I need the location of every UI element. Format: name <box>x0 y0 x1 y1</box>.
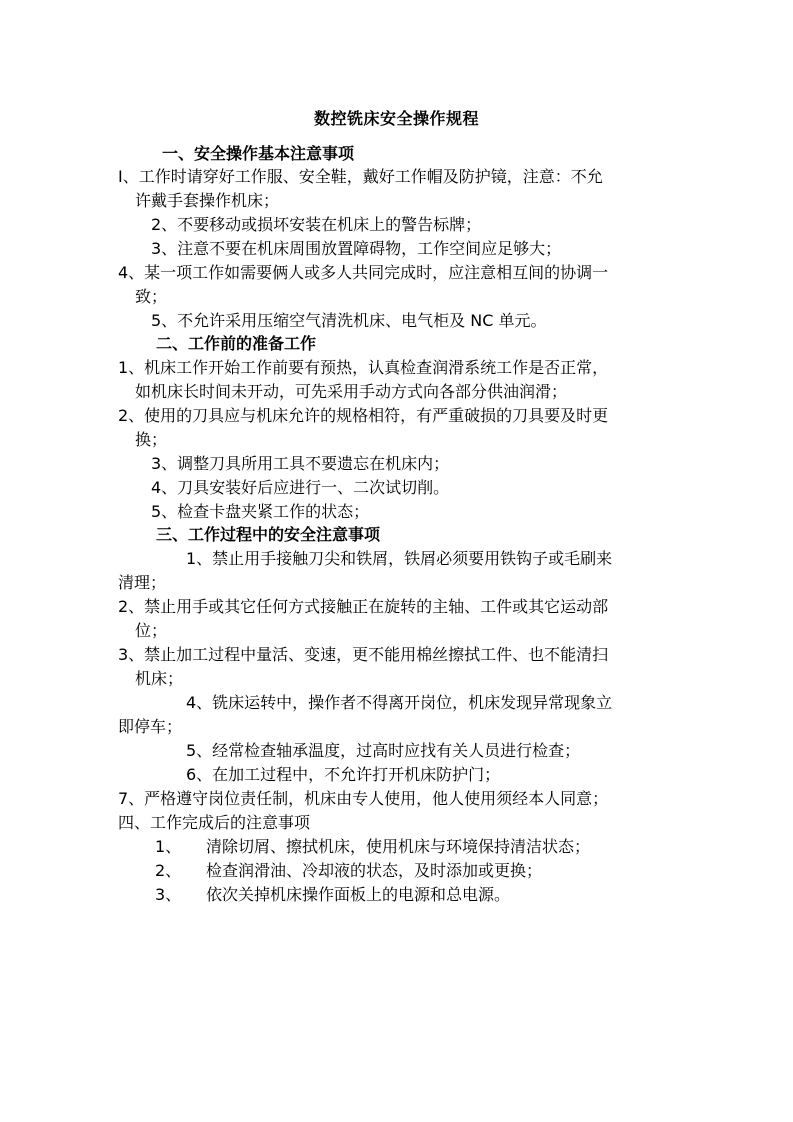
section-3-item-2-cont: 位； <box>135 621 168 640</box>
section-1-item-5: 5、不允许采用压缩空气清洗机床、电气柜及 NC 单元。 <box>151 311 547 330</box>
section-2-item-5: 5、检查卡盘夹紧工作的状态； <box>151 502 370 521</box>
section-1-item-1: I、工作时请穿好工作服、安全鞋，戴好工作帽及防护镜，注意：不允 <box>118 167 603 186</box>
section-4-item-2: 检查润滑油、冷却液的状态，及时添加或更换； <box>206 861 543 880</box>
section-4-item-3-number: 3、 <box>155 885 182 904</box>
section-3-item-4-cont: 即停车； <box>118 717 183 736</box>
section-3-item-3: 3、禁止加工过程中量活、变速，更不能用棉丝擦拭工件、也不能清扫 <box>118 645 609 664</box>
section-heading-1: 一、安全操作基本注意事项 <box>162 144 355 163</box>
section-1-item-4: 4、某一项工作如需要俩人或多人共同完成时，应注意相互间的协调一 <box>118 263 609 282</box>
section-3-item-5: 5、经常检查轴承温度，过高时应找有关人员进行检查； <box>186 741 581 760</box>
section-1-item-3: 3、注意不要在机床周围放置障碍物，工作空间应足够大； <box>151 239 562 258</box>
document-title: 数控铣床安全操作规程 <box>313 109 479 128</box>
section-3-item-1-cont: 清理； <box>118 573 167 592</box>
section-4-item-3: 依次关掉机床操作面板上的电源和总电源。 <box>206 885 511 904</box>
section-1-item-1-cont: 许戴手套操作机床； <box>135 191 280 210</box>
section-3-item-4: 4、铣床运转中，操作者不得离开岗位，机床发现异常现象立 <box>186 693 613 712</box>
section-3-item-3-cont: 机床； <box>135 669 184 688</box>
section-3-item-1: 1、禁止用手接触刀尖和铁屑，铁屑必须要用铁钩子或毛刷来 <box>186 549 613 568</box>
section-4-item-2-number: 2、 <box>155 861 182 880</box>
section-1-item-4-cont: 致； <box>135 287 168 306</box>
section-3-item-7: 7、严格遵守岗位责任制，机床由专人使用，他人使用须经本人同意； <box>118 789 609 808</box>
section-4-item-1: 清除切屑、擦拭机床，使用机床与环境保持清洁状态； <box>206 837 591 856</box>
section-4-item-1-number: 1、 <box>155 837 182 856</box>
section-2-item-1-cont: 如机床长时间未开动，可先采用手动方式向各部分供油润滑； <box>135 382 568 401</box>
section-3-item-2: 2、禁止用手或其它任何方式接触正在旋转的主轴、工件或其它运动部 <box>118 597 609 616</box>
section-2-item-3: 3、调整刀具所用工具不要遗忘在机床内； <box>151 454 450 473</box>
section-2-item-1: 1、机床工作开始工作前要有预热，认真检查润滑系统工作是否正常， <box>118 358 609 377</box>
section-heading-3: 三、工作过程中的安全注意事项 <box>156 525 381 544</box>
section-2-item-4: 4、刀具安装好后应进行一、二次试切削。 <box>151 478 450 497</box>
section-2-item-2-cont: 换； <box>135 430 168 449</box>
section-heading-4: 四、工作完成后的注意事项 <box>118 813 311 832</box>
section-heading-2: 二、工作前的准备工作 <box>156 334 317 353</box>
section-2-item-2: 2、使用的刀具应与机床允许的规格相符，有严重破损的刀具要及时更 <box>118 406 609 425</box>
section-1-item-2: 2、不要移动或损坏安装在机床上的警告标牌； <box>151 215 482 234</box>
section-3-item-6: 6、在加工过程中，不允许打开机床防护门； <box>186 765 501 784</box>
